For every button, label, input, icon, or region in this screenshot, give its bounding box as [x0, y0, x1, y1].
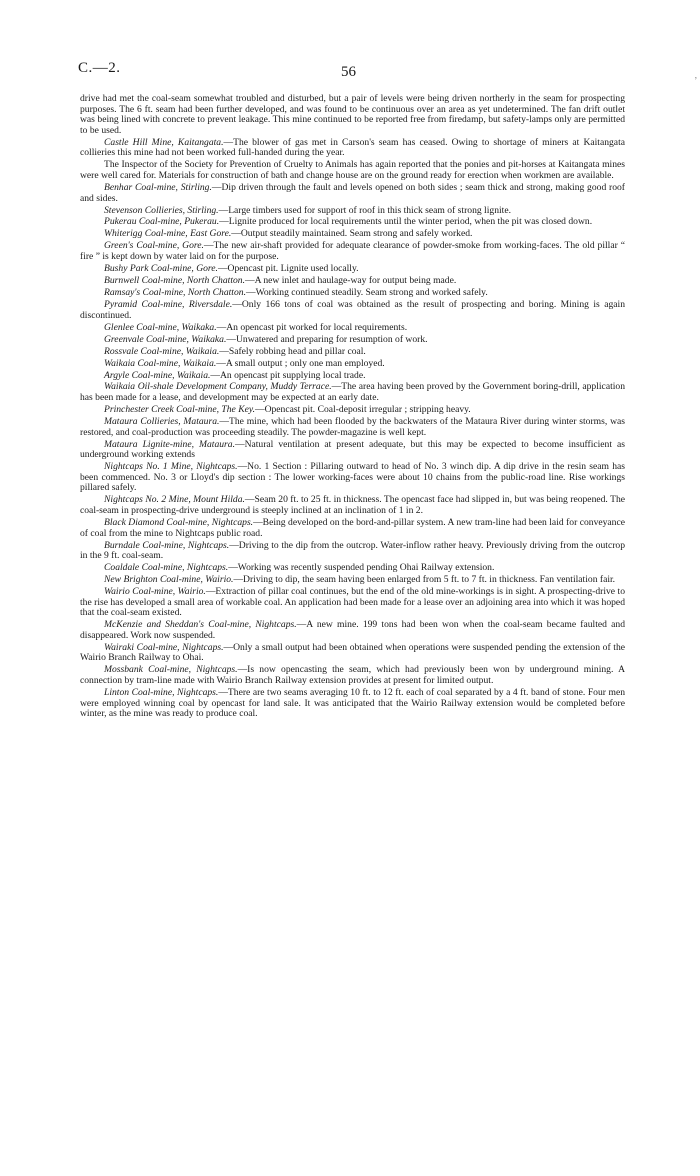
paragraph [80, 575, 625, 586]
mine-name: Greenvale Coal-mine, Waikaka. [104, 333, 227, 345]
paragraph-text: —Driving to dip, the seam having been enlarged from 5 ft. to 7 ft. in thickness. Fan ventilation fair. [233, 574, 616, 586]
paragraph-text: drive had met the coal-seam somewhat troubled and disturbed, but a pair of levels were being driven northerly in the seam for prospecting purposes. The 6 ft. seam had been further developed, and was found to be continuous over an area as yet undetermined. The fan drift outlet was being lined with concrete to prevent leakage. This mine continued to be reported free from firedamp, but safety-lamps only are permitted to be used. [80, 93, 625, 136]
mine-name: Mataura Lignite-mine, Mataura. [104, 438, 235, 450]
mine-name: Princhester Creek Coal-mine, The Key. [104, 404, 255, 416]
paragraph [80, 183, 625, 204]
mine-name: Burnwell Coal-mine, North Chatton. [104, 275, 245, 287]
page-number: 56 [341, 64, 356, 80]
mine-name: Pyramid Coal-mine, Riversdale. [104, 298, 233, 310]
paragraph-text: —Seam 20 ft. to 25 ft. in thickness. The opencast face had slipped in, but was being reopened. The coal-seam in prospecting-drive underground is steeply inclined at an inclination of 1 in 2. [80, 494, 625, 516]
paragraph [80, 276, 625, 287]
mine-name: New Brighton Coal-mine, Wairio. [104, 574, 234, 586]
mine-name: Pukerau Coal-mine, Pukerau. [104, 216, 220, 228]
body-text [80, 94, 625, 721]
paragraph-text: —Only 166 tons of coal was obtained as the result of prospecting and boring. Mining is again discontinued. [80, 298, 625, 321]
paragraph-text: The Inspector of the Society for Prevention of Cruelty to Animals has again reported that the ponies and pit-horses at Kaitangata mines were well cared for. Materials for construction of bath and change house are on the ground ready for erection when workmen are available. [80, 159, 625, 181]
mine-name: Wairio Coal-mine, Wairio. [104, 586, 206, 598]
document-code: C.—2. [78, 60, 121, 76]
paragraph-text: —Driving to the dip from the outcrop. Water-inflow rather heavy. Previously driving from the outcrop in the 9 ft. coal-seam. [80, 539, 625, 562]
mine-name: Benhar Coal-mine, Stirling. [104, 181, 212, 193]
mine-name: Stevenson Collieries, Stirling. [104, 204, 219, 216]
paragraph-text: —Natural ventilation at present adequate, but this may be expected to become insufficient as underground working extends [80, 438, 626, 461]
paragraph-text: —The new air-shaft provided for adequate clearance of powder-smoke from working-faces. The old pillar “ fire ” is kept down by water laid on for the purpose. [80, 240, 625, 263]
paragraph [80, 229, 625, 240]
paragraph [80, 206, 625, 217]
paragraph [80, 323, 625, 334]
paragraph-text: —Extraction of pillar coal continues, but the end of the old mine-workings is in sight. A prospecting-drive to the rise has developed a small area of workable coal. An application had been made for a lease over an adjoining area into which it was hoped that the coal-seam existed. [80, 586, 625, 619]
paragraph [80, 462, 625, 494]
mine-name: Whiterigg Coal-mine, East Gore. [104, 228, 232, 240]
paragraph [80, 382, 625, 403]
paragraph [80, 620, 625, 641]
mine-name: McKenzie and Sheddan's Coal-mine, Nightcaps. [104, 619, 297, 631]
paragraph-text: —There are two seams averaging 10 ft. to 12 ft. each of coal separated by a 4 ft. band of stone. Four men were employed winning coal by opencast for land sale. It was anticipated that the Wairio Railway extension would be completed before winter, as the mine was ready to produce coal. [80, 686, 626, 720]
mine-name: Black Diamond Coal-mine, Nightcaps. [104, 516, 254, 528]
paragraph [80, 217, 625, 228]
paragraph-text: —Working continued steadily. Seam strong and worked safely. [245, 287, 488, 298]
paragraph-text: —Output steadily maintained. Seam strong and safely worked. [231, 228, 473, 240]
mine-name: Burndale Coal-mine, Nightcaps. [104, 539, 230, 551]
paragraph [80, 300, 625, 321]
paragraph [80, 518, 625, 539]
mine-name: Glenlee Coal-mine, Waikaka. [104, 321, 217, 333]
paragraph-text: —A small output ; only one man employed. [216, 357, 385, 369]
mine-name: Waikaia Coal-mine, Waikaia. [104, 357, 217, 369]
paragraph [80, 440, 625, 461]
paragraph-text: —Is now opencasting the seam, which had previously been won by underground mining. A connection by tram-line made with Wairio Branch Railway extension provides at present for limited output. [80, 664, 625, 686]
mine-name: Rossvale Coal-mine, Waikaia. [104, 345, 220, 357]
paragraph-text: —A new inlet and haulage-way for output being made. [244, 275, 457, 287]
paragraph-text: —A new mine. 199 tons had been won when the coal-seam became faulted and disappeared. Work now suspended. [80, 619, 625, 641]
paragraph-text: —Safely robbing head and pillar coal. [219, 345, 366, 357]
mine-name: Castle Hill Mine, Kaitangata. [104, 136, 224, 148]
mine-name: Nightcaps No. 2 Mine, Mount Hilda. [104, 494, 245, 506]
mine-name: Ramsay's Coal-mine, North Chatton. [104, 287, 246, 298]
mine-name: Coaldale Coal-mine, Nightcaps. [104, 562, 229, 574]
paragraph [80, 417, 625, 438]
mine-name: Waikaia Oil-shale Development Company, Muddy Terrace. [104, 381, 332, 393]
paragraph [80, 138, 625, 159]
paragraph-text: —The area having been proved by the Government boring-drill, application has been made for a lease, and development may be expected at an early date. [80, 381, 625, 404]
paragraph-text: —No. 1 Section : Pillaring outward to head of No. 3 winch dip. A dip drive in the resin seam has been commenced. No. 3 or Lloyd's dip section : The lower working-faces were about 10 chains from the public-road line. Rise workings pillared safely. [80, 461, 626, 494]
paragraph [80, 264, 625, 275]
mine-name: Bushy Park Coal-mine, Gore. [104, 263, 218, 275]
paragraph-text: —An opencast pit supplying local trade. [210, 369, 366, 381]
scan-edge-mark: , [694, 70, 697, 80]
mine-name: Wairaki Coal-mine, Nightcaps. [104, 641, 224, 653]
paragraph-text: —Working was recently suspended pending Ohai Railway extension. [228, 562, 495, 574]
paragraph [80, 288, 625, 299]
paragraph-text: —Only a small output had been obtained when operations were suspended pending the extension of the Wairio Branch Railway to Ohai. [80, 641, 626, 664]
paragraph [80, 688, 625, 720]
paragraph-text: —The mine, which had been flooded by the backwaters of the Mataura River during winter storms, was restored, and coal-production was proceeding steadily. The powder-magazine is well kept. [80, 416, 625, 438]
paragraph-text: —The blower of gas met in Carson's seam has ceased. Owing to shortage of miners at Kaitangata collieries this mine had not been worked full-handed during the year. [80, 136, 625, 159]
paragraph [80, 587, 625, 619]
paragraph [80, 541, 625, 562]
paragraph-text: —Lignite produced for local requirements until the winter period, when the pit was closed down. [219, 216, 593, 228]
paragraph [80, 371, 625, 382]
paragraph-text: —Dip driven through the fault and levels opened on both sides ; seam thick and strong, making good roof and sides. [80, 181, 626, 204]
mine-name: Nightcaps No. 1 Mine, Nightcaps. [104, 461, 238, 473]
paragraph [80, 241, 625, 262]
mine-name: Mataura Collieries, Mataura. [104, 416, 220, 428]
paragraph [80, 405, 625, 416]
paragraph [80, 359, 625, 370]
paragraph [80, 335, 625, 346]
mine-name: Linton Coal-mine, Nightcaps. [104, 686, 219, 698]
paragraph-text: —An opencast pit worked for local requirements. [216, 321, 408, 333]
paragraph-text: —Being developed on the bord-and-pillar system. A new tram-line had been laid for conveyance of coal from the mine to Nightcaps public road. [80, 516, 625, 539]
paragraph [80, 495, 625, 516]
paragraph [80, 94, 625, 136]
paragraph [80, 563, 625, 574]
paragraph-text: —Unwatered and preparing for resumption of work. [226, 333, 428, 345]
paragraph [80, 643, 625, 664]
paragraph [80, 160, 625, 181]
paragraph-text: —Large timbers used for support of roof in this thick seam of strong lignite. [218, 204, 511, 216]
mine-name: Mossbank Coal-mine, Nightcaps. [104, 664, 238, 676]
paragraph-text: —Opencast pit. Coal-deposit irregular ; stripping heavy. [254, 404, 471, 416]
mine-name: Green's Coal-mine, Gore. [104, 240, 204, 252]
paragraph-text: —Opencast pit. Lignite used locally. [217, 263, 359, 275]
paragraph [80, 665, 625, 686]
paragraph [80, 347, 625, 358]
mine-name: Argyle Coal-mine, Waikaia. [104, 369, 211, 381]
